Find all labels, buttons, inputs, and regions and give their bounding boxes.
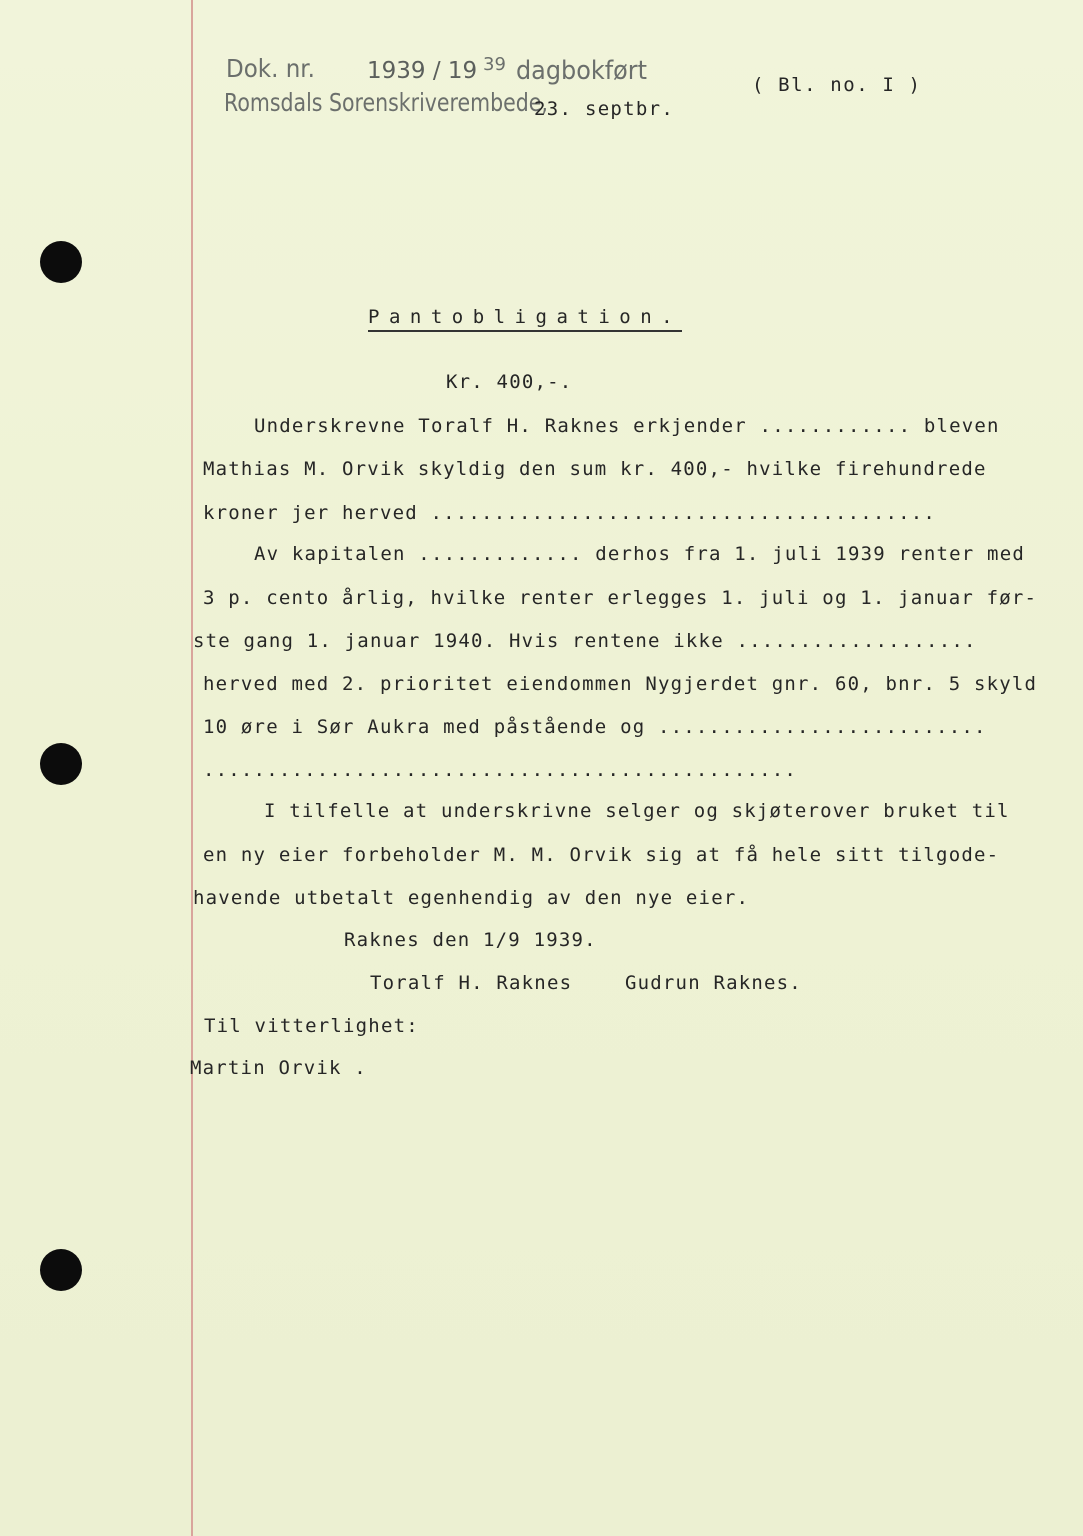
place-date: Raknes den 1/9 1939. — [344, 929, 597, 951]
dok-number: 1939 / 19 — [367, 58, 478, 84]
header-date: 23. septbr. — [534, 98, 675, 120]
document-title: Pantobligation. — [368, 306, 682, 332]
text-line-7: herved med 2. prioritet eiendommen Nygjerdet gnr. 60, bnr. 5 skyld — [203, 673, 1038, 695]
text-line-9: ............................................... — [203, 759, 798, 781]
text-line-11: en ny eier forbeholder M. M. Orvik sig at få hele sitt tilgode- — [203, 844, 1000, 866]
text-line-6: ste gang 1. januar 1940. Hvis rentene ikke ................... — [193, 630, 977, 652]
text-line-4: Av kapitalen ............. derhos fra 1. juli 1939 renter med — [254, 543, 1025, 565]
dok-label: Dok. nr. — [226, 54, 315, 83]
sheet-number: ( Bl. no. I ) — [752, 74, 922, 96]
witness-label: Til vitterlighet: — [204, 1015, 419, 1037]
text-line-12: havende utbetalt egenhendig av den nye eier. — [193, 887, 750, 909]
registered-label: dagbokført — [516, 56, 647, 86]
text-line-8: 10 øre i Sør Aukra med påstående og .......................... — [203, 716, 987, 738]
signature-toralf: Toralf H. Raknes — [370, 972, 573, 994]
amount: Kr. 400,-. — [446, 371, 573, 393]
year-suffix: 39 — [483, 54, 506, 75]
text-line-10: I tilfelle at underskrivne selger og skjøterover bruket til — [264, 800, 1010, 822]
text-line-3: kroner jer herved ........................................ — [203, 502, 937, 524]
witness-name: Martin Orvik . — [190, 1057, 367, 1079]
text-line-2: Mathias M. Orvik skyldig den sum kr. 400,- hvilke firehundrede — [203, 458, 987, 480]
punch-hole-middle — [40, 743, 82, 785]
office-name: Romsdals Sorenskriverembede, — [224, 88, 548, 117]
punch-hole-bottom — [40, 1249, 82, 1291]
text-line-1: Underskrevne Toralf H. Raknes erkjender ............ bleven — [254, 415, 1000, 437]
margin-line — [191, 0, 193, 1536]
text-line-5: 3 p. cento årlig, hvilke renter erlegges 1. juli og 1. januar før- — [203, 587, 1038, 609]
punch-hole-top — [40, 241, 82, 283]
signature-gudrun: Gudrun Raknes. — [625, 972, 802, 994]
